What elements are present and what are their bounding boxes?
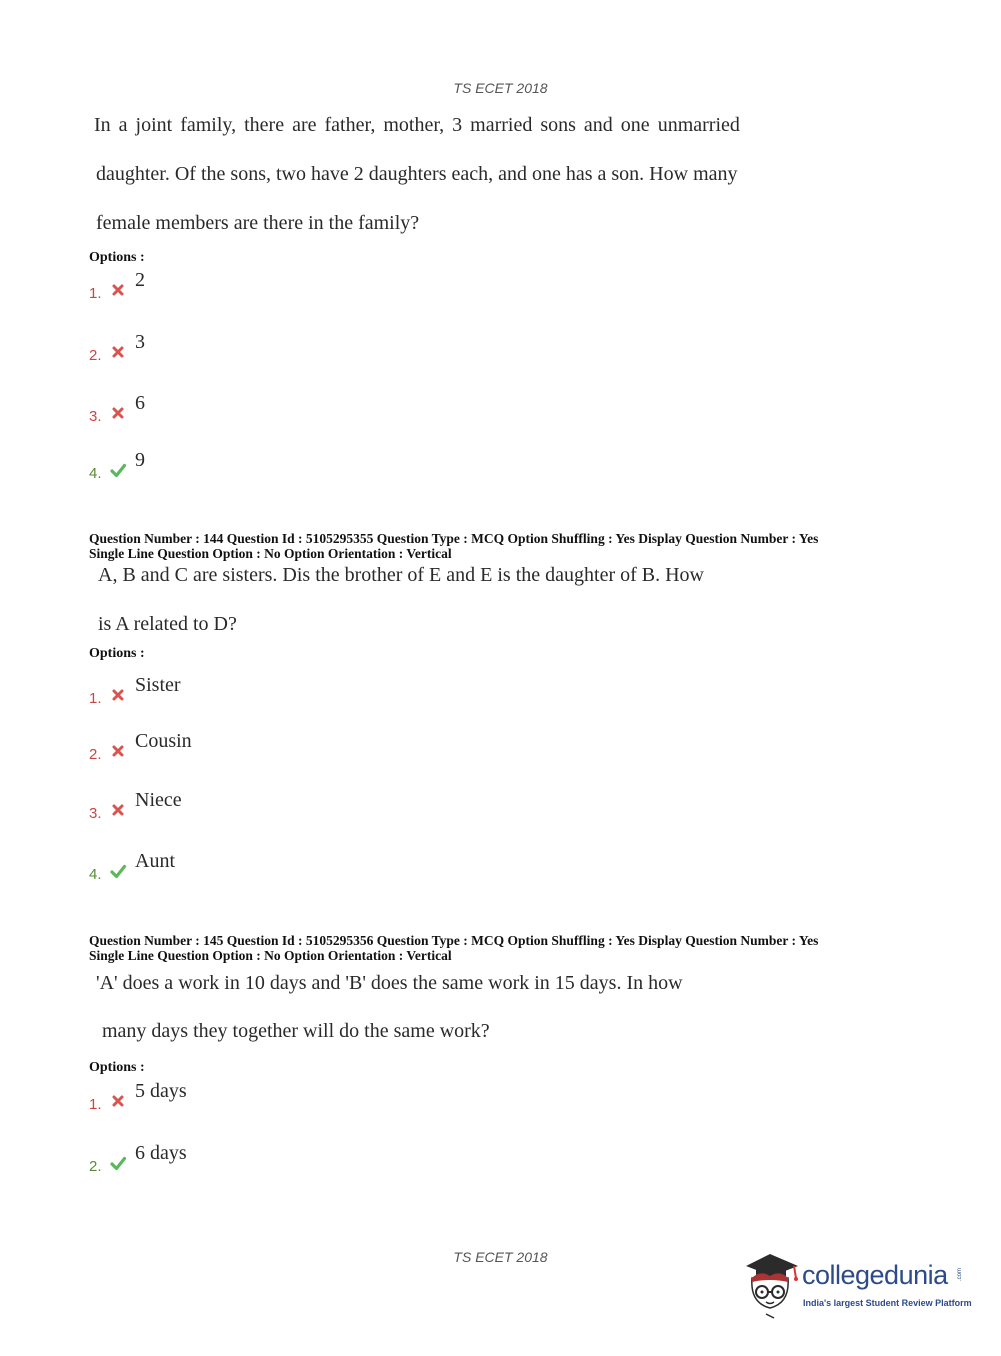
option-text: 6 days xyxy=(135,1142,187,1164)
options-label: Options : xyxy=(89,250,145,265)
option-text: 3 xyxy=(135,331,145,353)
wrong-icon xyxy=(109,281,127,299)
wrong-icon xyxy=(109,1092,127,1110)
question-text-line: 'A' does a work in 10 days and 'B' does the same work in 15 days. In how xyxy=(96,972,683,994)
option-text: 2 xyxy=(135,269,145,291)
option-text: 9 xyxy=(135,449,145,471)
check-icon xyxy=(109,1154,127,1172)
option-number: 2. xyxy=(89,347,102,364)
logo-name: collegedunia xyxy=(802,1260,948,1290)
option-number: 1. xyxy=(89,285,102,302)
option-number: 1. xyxy=(89,690,102,707)
option-number: 1. xyxy=(89,1096,102,1113)
mascot-icon xyxy=(740,1248,802,1320)
option-text: Sister xyxy=(135,674,181,696)
page-header: TS ECET 2018 xyxy=(453,80,548,96)
check-icon xyxy=(109,862,127,880)
question-meta-line: Question Number : 144 Question Id : 5105295355 Question Type : MCQ Option Shuffling : Yes Display Question Number : Yes xyxy=(89,531,819,546)
options-label: Options : xyxy=(89,646,145,661)
wrong-icon xyxy=(109,686,127,704)
wrong-icon xyxy=(109,742,127,760)
option-text: Niece xyxy=(135,789,182,811)
wrong-icon xyxy=(109,343,127,361)
option-number: 3. xyxy=(89,805,102,822)
wrong-icon xyxy=(109,404,127,422)
option-number: 2. xyxy=(89,746,102,763)
option-number: 4. xyxy=(89,465,102,482)
logo-tagline: India's largest Student Review Platform xyxy=(803,1298,972,1308)
wrong-icon xyxy=(109,801,127,819)
question-text-line: A, B and C are sisters. Dis the brother of E and E is the daughter of B. How xyxy=(98,564,704,586)
question-meta-line: Question Number : 145 Question Id : 5105295356 Question Type : MCQ Option Shuffling : Yes Display Question Number : Yes xyxy=(89,933,819,948)
collegedunia-logo xyxy=(740,1248,970,1320)
option-text: Aunt xyxy=(135,850,175,872)
question-text-line: female members are there in the family? xyxy=(96,212,420,234)
page-footer: TS ECET 2018 xyxy=(453,1249,548,1265)
option-number: 2. xyxy=(89,1158,102,1175)
option-text: 5 days xyxy=(135,1080,187,1102)
options-label: Options : xyxy=(89,1060,145,1075)
question-text-line: is A related to D? xyxy=(98,613,237,635)
question-text-line: daughter. Of the sons, two have 2 daughters each, and one has a son. How many xyxy=(96,163,738,185)
logo-suffix: .com xyxy=(957,1268,963,1282)
question-meta-line: Single Line Question Option : No Option Orientation : Vertical xyxy=(89,546,452,561)
check-icon xyxy=(109,461,127,479)
question-meta-line: Single Line Question Option : No Option Orientation : Vertical xyxy=(89,948,452,963)
option-text: Cousin xyxy=(135,730,192,752)
question-text-line: many days they together will do the same work? xyxy=(102,1020,490,1042)
option-number: 3. xyxy=(89,408,102,425)
option-text: 6 xyxy=(135,392,145,414)
option-number: 4. xyxy=(89,866,102,883)
question-text-line: In a joint family, there are father, mother, 3 married sons and one unmarried xyxy=(94,114,740,136)
